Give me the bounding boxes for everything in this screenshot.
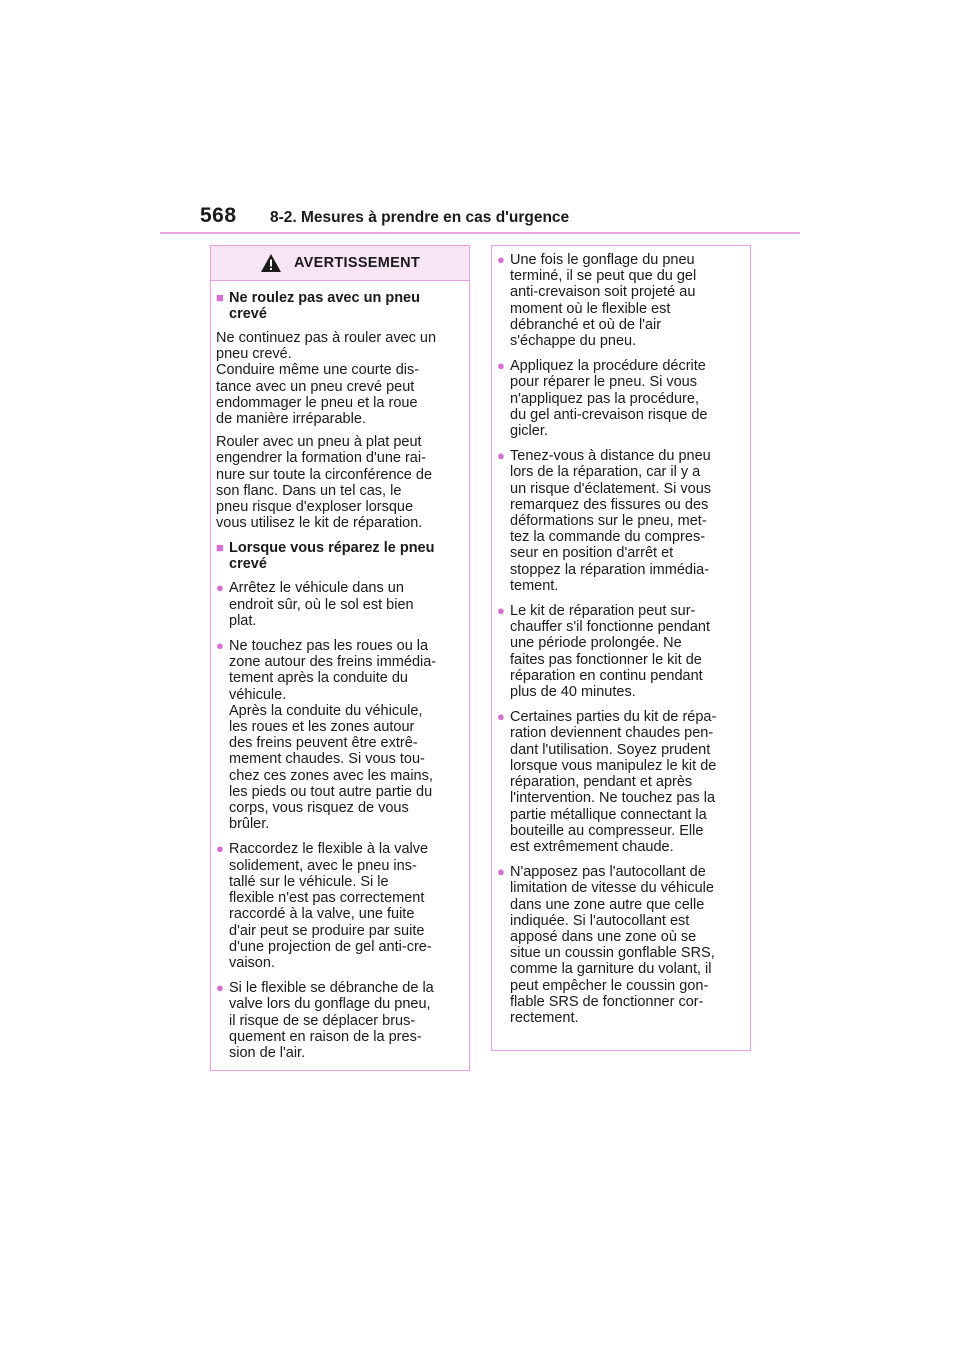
list-item (497, 252, 742, 349)
section-title: 8-2. Mesures à prendre en cas d'urgence (270, 209, 570, 226)
warning-box-right (491, 245, 751, 1051)
square-bullet-icon: ■ (216, 290, 224, 305)
list-item (216, 638, 461, 832)
circle-bullet-icon: ● (216, 841, 224, 857)
subheading-repair (216, 540, 461, 572)
list-item-text: Le kit de réparation peut sur- chauffer s'il fonctionne pendant une période prolongée. Ne faites pas fonctionner le kit de réparation en continu pendant plus de 40 minutes. (510, 603, 711, 701)
circle-bullet-icon: ● (497, 709, 505, 725)
list-item-text: Raccordez le flexible à la valve solidement, avec le pneu ins- tallé sur le véhicule. Si le flexible n'est pas correctement raccordé à la valve, une fuite d'air peut se produire par suite d'une projection de gel anti-cre- vaison. (229, 841, 432, 971)
list-item-text: N'apposez pas l'autocollant de limitation de vitesse du véhicule dans une zone autre que celle indiquée. Si l'autocollant est apposé dans une zone où se situe un coussin gonflable SRS, comme la garniture du volant, il peut empêcher le coussin gon- flable SRS de fonctionner cor- rectement. (510, 864, 715, 1026)
left-content (211, 281, 469, 1061)
square-bullet-icon: ■ (216, 540, 224, 556)
circle-bullet-icon: ● (216, 580, 224, 596)
paragraph: Ne continuez pas à rouler avec un pneu crevé. Conduire même une courte dis- tance avec un pneu crevé peut endommager le pneu et la roue de manière irréparable. (216, 330, 437, 428)
warning-triangle-icon (260, 253, 282, 273)
circle-bullet-icon: ● (497, 358, 505, 374)
list-item-text: Arrêtez le véhicule dans un endroit sûr, où le sol est bien plat. (229, 580, 414, 629)
warning-title: AVERTISSEMENT (293, 255, 421, 271)
warning-box-left (210, 245, 470, 1071)
page-header (160, 202, 800, 234)
circle-bullet-icon: ● (216, 980, 224, 996)
list-item-text: Certaines parties du kit de répa- ration deviennent chaudes pen- dant l'utilisation. Soyez prudent lorsque vous manipulez le kit de réparation, pendant et après l'intervention. Ne touchez pas la partie métallique connectant la bouteille au compresseur. Elle est extrêmement chaude. (510, 709, 717, 855)
warning-header (211, 246, 469, 281)
circle-bullet-icon: ● (497, 864, 505, 880)
circle-bullet-icon: ● (497, 448, 505, 464)
page-number: 568 (200, 204, 237, 227)
list-item-text: Tenez-vous à distance du pneu lors de la réparation, car il y a un risque d'éclatement. Si vous remarquez des fissures ou des déformations sur le pneu, met- tez la commande du compres- seur en position d'arrêt et stoppez la réparation immédia- tement. (510, 448, 712, 594)
list-item (497, 709, 742, 855)
list-item (216, 841, 461, 971)
subheading-flat-tire (216, 290, 461, 322)
list-item (216, 980, 461, 1061)
list-item (216, 580, 461, 629)
header-rule (160, 232, 800, 234)
subheading-text: Ne roulez pas avec un pneu crevé (229, 290, 420, 322)
list-item-text: Si le flexible se débranche de la valve lors du gonflage du pneu, il risque de se déplacer brus- quement en raison de la pres- sion de l'air. (229, 980, 434, 1061)
circle-bullet-icon: ● (497, 252, 505, 267)
circle-bullet-icon: ● (216, 638, 224, 654)
list-item-text: Ne touchez pas les roues ou la zone autour des freins immédia- tement après la conduite du véhicule. Après la conduite du véhicule, les roues et les zones autour des freins peuvent être extrê- mement chaudes. Si vous tou- chez ces zones avec les mains, les pieds ou tout autre partie du corps, vous risquez de vous brûler. (229, 638, 437, 833)
circle-bullet-icon: ● (497, 603, 505, 619)
list-item (497, 448, 742, 594)
list-item-text: Une fois le gonflage du pneu terminé, il se peut que du gel anti-crevaison soit projeté au moment où le flexible est débranché et où de l'air s'échappe du pneu. (510, 252, 697, 350)
paragraph: Rouler avec un pneu à plat peut engendrer la formation d'une rai- nure sur toute la circonférence de son flanc. Dans un tel cas, le pneu risque d'exploser lorsque vous utilisez le kit de réparation. (216, 434, 433, 532)
subheading-text: Lorsque vous réparez le pneu crevé (229, 540, 435, 573)
list-item (497, 864, 742, 1026)
list-item (497, 358, 742, 439)
right-content (492, 246, 750, 1026)
list-item-text: Appliquez la procédure décrite pour réparer le pneu. Si vous n'appliquez pas la procédure, du gel anti-crevaison risque de gicler. (510, 358, 708, 440)
list-item (497, 603, 742, 700)
